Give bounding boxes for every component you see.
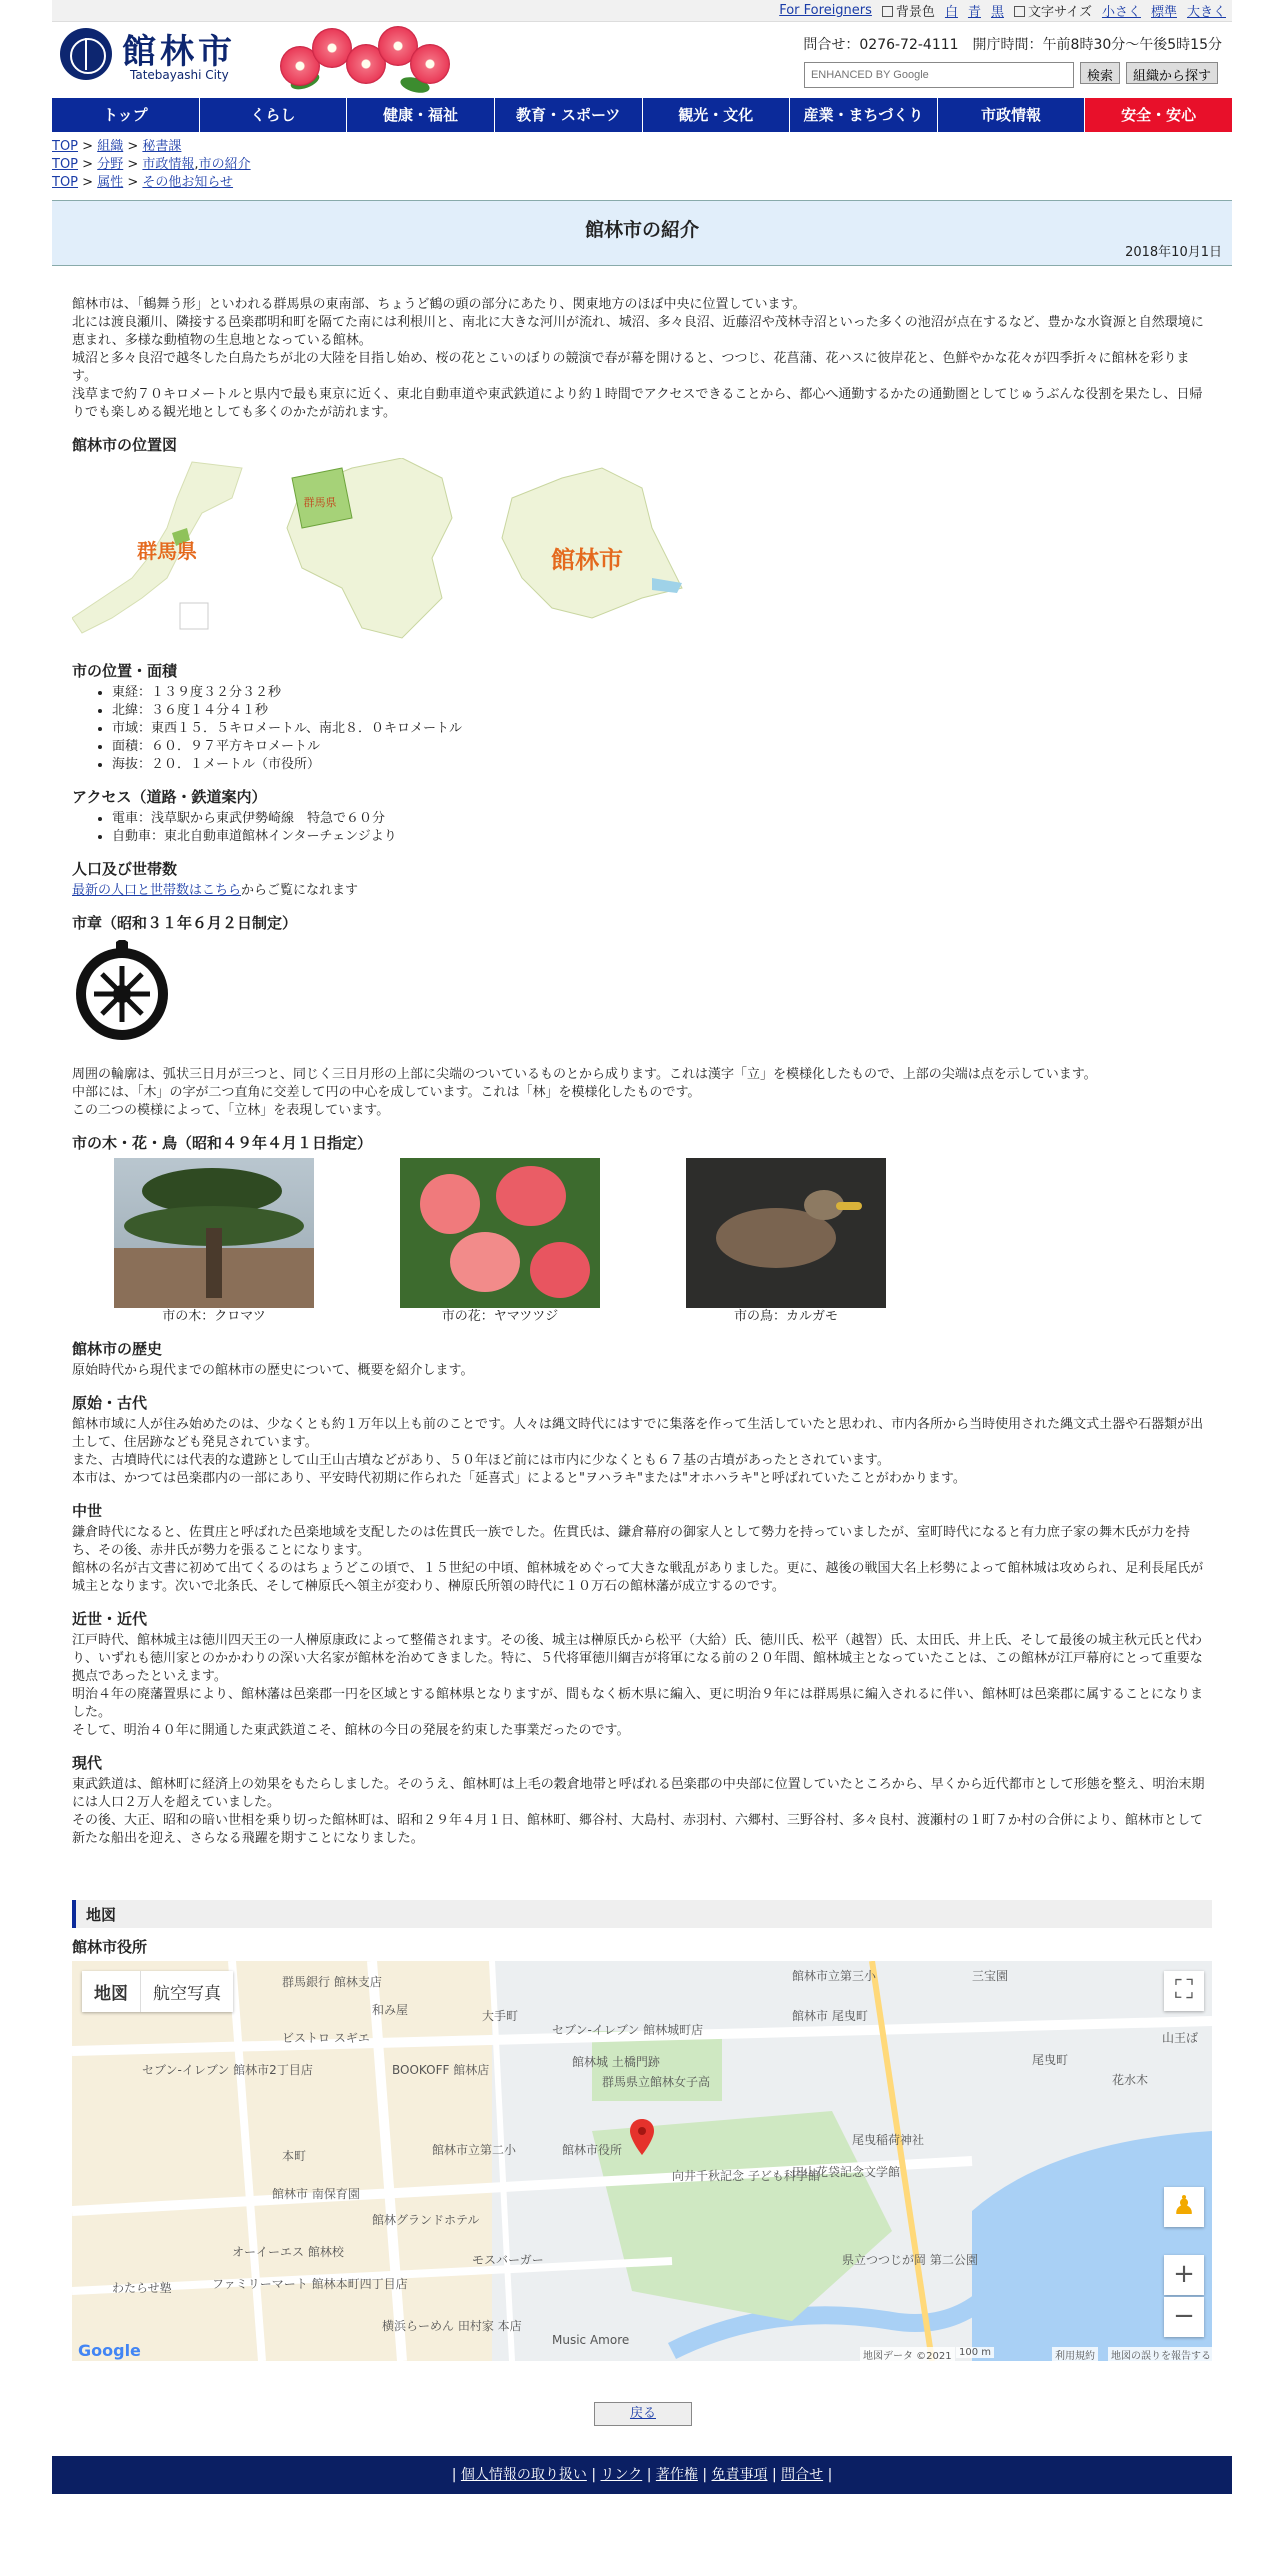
map-label: 横浜らーめん 田村家 本店 bbox=[382, 2319, 522, 2333]
nav-education-sports[interactable]: 教育・スポーツ bbox=[495, 98, 643, 132]
map-label: モスバーガー bbox=[472, 2253, 544, 2267]
map-label: 三宝園 bbox=[972, 1969, 1009, 1983]
history-paragraph: 東武鉄道は、館林町に経済上の効果をもたらしました。そのうえ、館林町は上毛の穀倉地帯と呼ばれる邑楽郡の中央部に位置していたところから、早くから近代都市として形態を整え、明治末期には人口２万人を超えていました。 bbox=[72, 1777, 1205, 1810]
global-nav bbox=[52, 98, 1232, 132]
breadcrumb-sep: > bbox=[82, 139, 94, 154]
access-list bbox=[112, 810, 1212, 846]
site-header bbox=[52, 22, 1232, 98]
breadcrumb-top-link[interactable]: TOP bbox=[52, 157, 79, 172]
breadcrumb-row bbox=[52, 156, 251, 174]
list-item: • 自動車：東北自動車道館林インターチェンジより bbox=[112, 828, 1212, 846]
map-label: 館林城 土橋門跡 bbox=[572, 2055, 660, 2069]
position-list bbox=[112, 684, 1212, 774]
nav-top[interactable]: トップ bbox=[52, 98, 200, 132]
symbol-caption: 市の鳥：カルガモ bbox=[733, 1309, 838, 1324]
breadcrumb-sep: > bbox=[127, 139, 139, 154]
history-intro: 原始時代から現代までの館林市の歴史について、概要を紹介します。 bbox=[72, 1363, 474, 1378]
breadcrumb-link[interactable]: 秘書課 bbox=[142, 139, 182, 154]
list-item: • 北緯：３６度１４分４１秒 bbox=[112, 702, 1212, 720]
history-section-title: 現代 bbox=[72, 1754, 103, 1772]
back-link[interactable]: 戻る bbox=[629, 2406, 656, 2421]
map-label: ビストロ スギエ bbox=[282, 2031, 370, 2045]
intro-paragraph: 館林市は、「鶴舞う形」といわれる群馬県の東南部、ちょうど鶴の頭の部分にあたり、関東地方のほぼ中央に位置しています。 bbox=[72, 297, 806, 312]
symbol-caption: 市の花：ヤマツツジ bbox=[441, 1309, 559, 1324]
footer-privacy-link[interactable]: 個人情報の取り扱い bbox=[460, 2467, 587, 2483]
publish-date: 2018年10月1日 bbox=[1125, 245, 1222, 260]
gunma-small-label: 群馬県 bbox=[303, 497, 337, 509]
google-logo: Google bbox=[78, 2341, 141, 2360]
map-label: Music Amore bbox=[552, 2333, 630, 2347]
emblem-text: この二つの模様によって、「立林」を表現しています。 bbox=[72, 1103, 390, 1118]
list-item: • 面積：６０．９７平方キロメートル bbox=[112, 738, 1212, 756]
population-link[interactable]: 最新の人口と世帯数はこちら bbox=[72, 883, 242, 898]
spot-billed-duck-photo bbox=[686, 1158, 886, 1308]
nav-industry[interactable]: 産業・まちづくり bbox=[790, 98, 938, 132]
bg-blue-link[interactable]: 青 bbox=[967, 5, 981, 20]
breadcrumb-sep: > bbox=[82, 175, 94, 190]
position-heading: 市の位置・面積 bbox=[72, 662, 178, 680]
map-type-tabs bbox=[82, 1971, 233, 2012]
footer-sep: | bbox=[827, 2467, 833, 2483]
footer-copyright-link[interactable]: 著作権 bbox=[655, 2467, 698, 2483]
history-paragraph: 館林の名が古文書に初めて出てくるのはちょうどこの頃で、１５世紀の中頃、館林城をめぐって大きな戦乱がありました。更に、越後の戦国大名上杉勢によって館林城は攻められ、足利長尾氏が城主となります。次いで北条氏、そして榊原氏へ領主が変わり、榊原氏所領の時代に１０万石の館林藩が成立するのです。 bbox=[72, 1561, 1204, 1594]
street-view-icon[interactable]: ♟ bbox=[1164, 2187, 1204, 2227]
population-heading: 人口及び世帯数 bbox=[72, 860, 178, 878]
history-paragraph: その後、大正、昭和の暗い世相を乗り切った館林町は、昭和２９年４月１日、館林町、郷谷村、大島村、赤羽村、六郷村、三野谷村、多々良村、渡瀬村の１町７か村の合併により、館林市として新たな船出を迎え、さらなる飛躍を期すことになりました。 bbox=[72, 1813, 1204, 1846]
population-text bbox=[72, 882, 1212, 900]
square-icon bbox=[882, 6, 893, 17]
footer bbox=[52, 2456, 1232, 2494]
nav-health-welfare[interactable]: 健康・福祉 bbox=[347, 98, 495, 132]
logo-title[interactable]: 館林市 bbox=[122, 32, 236, 72]
breadcrumb-link[interactable]: 分野 bbox=[97, 157, 124, 172]
access-heading: アクセス（道路・鉄道案内） bbox=[72, 788, 267, 806]
map-section bbox=[72, 1900, 1212, 2361]
map-label: 群馬県立館林女子高 bbox=[602, 2075, 711, 2089]
breadcrumb-row bbox=[52, 138, 251, 156]
population-after-text: からご覧になれます bbox=[241, 883, 359, 898]
breadcrumb-link[interactable]: 市政情報 bbox=[142, 157, 195, 172]
footer-sep: | bbox=[451, 2467, 457, 2483]
symbols-heading: 市の木・花・鳥（昭和４９年４月１日指定） bbox=[72, 1134, 373, 1152]
map-label: セブン-イレブン 館林城町店 bbox=[552, 2023, 704, 2037]
map-label: 館林市 尾曳町 bbox=[792, 2009, 868, 2023]
main-content bbox=[72, 296, 1212, 1848]
map-report-link[interactable]: 地図の誤りを報告する bbox=[1108, 2347, 1212, 2361]
breadcrumb-sep: > bbox=[127, 175, 139, 190]
map-label: オーイーエス 館林校 bbox=[232, 2245, 344, 2259]
page-title-box bbox=[52, 200, 1232, 266]
map-label: BOOKOFF 館林店 bbox=[392, 2063, 490, 2077]
history-paragraph: 明治４年の廃藩置県により、館林藩は邑楽郡一円を区域とする館林県となりますが、間もなく栃木県に編入、更に明治９年には群馬県に編入されるに伴い、館林町は邑楽郡に属することになりました。 bbox=[72, 1687, 1204, 1720]
google-map[interactable] bbox=[72, 1961, 1212, 2361]
city-symbols bbox=[114, 1158, 1212, 1326]
history-section-title: 近世・近代 bbox=[72, 1610, 148, 1628]
city-emblem-icon[interactable] bbox=[60, 28, 112, 80]
symbol-item bbox=[114, 1158, 314, 1326]
logo-subtitle: Tatebayashi City bbox=[130, 68, 229, 82]
org-search-button[interactable]: 組織から探す bbox=[1126, 62, 1218, 84]
zoom-in-button[interactable]: + bbox=[1164, 2255, 1204, 2295]
footer-links-link[interactable]: リンク bbox=[600, 2467, 643, 2483]
map-terms-link[interactable]: 利用規約 bbox=[1052, 2347, 1098, 2361]
tab-map[interactable]: 地図 bbox=[82, 1971, 141, 2012]
search-button[interactable]: 検索 bbox=[1080, 62, 1120, 84]
history-paragraph: 本市は、かつては邑楽郡内の一部にあり、平安時代初期に作られた「延喜式」によると"ヲハラキ"または"オホハラキ"と呼ばれていたことがわかります。 bbox=[72, 1471, 966, 1486]
footer-sep: | bbox=[646, 2467, 652, 2483]
list-item: • 海抜：２０．１メートル（市役所） bbox=[112, 756, 1212, 774]
bg-white-link[interactable]: 白 bbox=[944, 5, 958, 20]
nav-tourism-culture[interactable]: 観光・文化 bbox=[643, 98, 791, 132]
history-section-title: 中世 bbox=[72, 1502, 103, 1520]
gunma-map-icon bbox=[282, 458, 472, 648]
emblem-text: 中部には、「木」の字が二つ直角に交差して円の中心を成しています。これは「林」を模様化したものです。 bbox=[72, 1085, 701, 1100]
list-item: • 市域：東西１５．５キロメートル、南北８．０キロメートル bbox=[112, 720, 1212, 738]
breadcrumb-link[interactable]: その他お知らせ bbox=[142, 175, 234, 190]
history-heading: 館林市の歴史 bbox=[72, 1340, 163, 1358]
map-label: 向井千秋記念 子ども科学館 bbox=[672, 2169, 820, 2183]
for-foreigners-link[interactable]: For Foreigners bbox=[779, 3, 872, 18]
contact-info: 問合せ：0276-72-4111 開庁時間：午前8時30分～午後5時15分 bbox=[803, 37, 1222, 53]
breadcrumb bbox=[52, 138, 251, 192]
breadcrumb-comma: , bbox=[194, 157, 199, 172]
pine-tree-photo bbox=[114, 1158, 314, 1308]
map-label: 花水木 bbox=[1112, 2073, 1149, 2087]
list-item: • 東経：１３９度３２分３２秒 bbox=[112, 684, 1212, 702]
map-label: 尾曳町 bbox=[1032, 2053, 1069, 2067]
city-emblem-icon bbox=[72, 940, 172, 1044]
intro-paragraph: 城沼と多々良沼で越冬した白鳥たちが北の大陸を目指し始め、桜の花とこいのぼりの競演で春が幕を開けると、つつじ、花菖蒲、花ハスに彼岸花と、色鮮やかな花々が四季折々に館林を彩ります。 bbox=[72, 351, 1190, 384]
nav-living[interactable]: くらし bbox=[200, 98, 348, 132]
footer-contact-link[interactable]: 問合せ bbox=[781, 2467, 824, 2483]
map-marker-label: 館林市役所 bbox=[562, 2143, 623, 2157]
font-size-icon bbox=[1014, 6, 1025, 17]
map-label: 群馬銀行 館林支店 bbox=[282, 1975, 382, 1989]
history-paragraph: また、古墳時代には代表的な遺跡として山王山古墳などがあり、５０年ほど前には市内に少なくとも６７基の古墳があったとされています。 bbox=[72, 1453, 890, 1468]
map-label: ファミリーマート 館林本町四丁目店 bbox=[212, 2277, 408, 2291]
history-paragraph: そして、明治４０年に開通した東武鉄道こそ、館林の今日の発展を約束した事業だったのです。 bbox=[72, 1723, 630, 1738]
map-label: 館林グランドホテル bbox=[372, 2213, 480, 2227]
back-button[interactable] bbox=[594, 2402, 692, 2426]
page-title: 館林市の紹介 bbox=[584, 219, 699, 241]
map-attribution: 地図データ ©2021 bbox=[860, 2347, 955, 2361]
map-label: 館林市立第二小 bbox=[432, 2143, 517, 2157]
tatebayashi-label: 館林市 bbox=[551, 547, 623, 574]
history-paragraph: 館林市域に人が住み始めたのは、少なくとも約１万年以上も前のことです。人々は縄文時代にはすでに集落を作って生活していたと思われ、市内各所から当時使用された縄文式土器や石器類が出土して、住居跡なども発見されています。 bbox=[72, 1417, 1204, 1450]
search-input[interactable] bbox=[804, 62, 1074, 88]
map-label: 田山花袋記念文学館 bbox=[792, 2165, 901, 2179]
map-label: 山王ば bbox=[1162, 2031, 1199, 2045]
search-bar bbox=[804, 62, 1218, 88]
map-label: セブン-イレブン 館林市2丁目店 bbox=[142, 2063, 313, 2077]
map-label: 館林市 南保育園 bbox=[272, 2187, 360, 2201]
breadcrumb-link[interactable]: 組織 bbox=[97, 139, 124, 154]
font-size-label bbox=[1014, 1, 1092, 20]
map-label: 和み屋 bbox=[372, 2003, 409, 2017]
background-color-label bbox=[882, 1, 935, 20]
nav-safety[interactable]: 安全・安心 bbox=[1085, 98, 1232, 132]
history-paragraph: 鎌倉時代になると、佐貫庄と呼ばれた邑楽地域を支配したのは佐貫氏一族でした。佐貫氏は、鎌倉幕府の御家人として勢力を持っていましたが、室町時代になると有力庶子家の舞木氏が力を持ち、その後、赤井氏が勢力を張ることになります。 bbox=[72, 1525, 1191, 1558]
azalea-flowers-icon bbox=[280, 24, 460, 96]
tatebayashi-map-icon bbox=[492, 458, 692, 648]
tab-aerial[interactable]: 航空写真 bbox=[153, 1984, 221, 2004]
breadcrumb-sep: > bbox=[82, 157, 94, 172]
intro-paragraph: 北には渡良瀬川、隣接する邑楽郡明和町を隔てた南には利根川と、南北に大きな河川が流れ、城沼、多々良沼、近藤沼や茂林寺沼といった多くの池沼が点在するなど、豊かな水資源と自然環境に恵まれ、多様な動植物の生息地となっている館林。 bbox=[72, 315, 1204, 348]
map-label: 本町 bbox=[282, 2149, 307, 2163]
breadcrumb-link[interactable]: 属性 bbox=[97, 175, 124, 190]
list-item: • 電車：浅草駅から東武伊勢崎線 特急で６０分 bbox=[112, 810, 1212, 828]
symbol-item bbox=[400, 1158, 600, 1326]
map-label: わたらせ塾 bbox=[112, 2281, 172, 2295]
breadcrumb-sep: > bbox=[127, 157, 139, 172]
map-heading: 地図 bbox=[72, 1900, 1212, 1928]
fullscreen-icon[interactable]: ⛶ bbox=[1164, 1971, 1204, 2011]
azalea-photo bbox=[400, 1158, 600, 1308]
bg-label-text: 背景色 bbox=[895, 5, 935, 20]
footer-disclaimer-link[interactable]: 免責事項 bbox=[711, 2467, 768, 2483]
breadcrumb-top-link[interactable]: TOP bbox=[52, 175, 79, 190]
footer-sep: | bbox=[591, 2467, 597, 2483]
map-label: 県立つつじが岡 第二公園 bbox=[842, 2253, 978, 2267]
font-small-link[interactable]: 小さく bbox=[1101, 5, 1141, 20]
fs-label-text: 文字サイズ bbox=[1027, 5, 1092, 20]
emblem-heading: 市章（昭和３１年６月２日制定） bbox=[72, 914, 298, 932]
intro-paragraph: 浅草まで約７０キロメートルと県内で最も東京に近く、東北自動車道や東武鉄道により約１時間でアクセスできることから、都心へ通勤するかたの通勤圏としてじゅうぶんな役割を果たし、日帰りでも楽しめる観光地としても多くのかたが訪れます。 bbox=[72, 387, 1203, 420]
breadcrumb-top-link[interactable]: TOP bbox=[52, 139, 79, 154]
font-large-link[interactable]: 大きく bbox=[1186, 5, 1226, 20]
font-standard-link[interactable]: 標準 bbox=[1150, 5, 1177, 20]
symbol-caption: 市の木：クロマツ bbox=[162, 1309, 266, 1324]
map-label: 大手町 bbox=[482, 2009, 519, 2023]
symbol-item bbox=[686, 1158, 886, 1326]
map-label: 尾曳稲荷神社 bbox=[852, 2133, 925, 2147]
map-pin-icon[interactable] bbox=[630, 2119, 654, 2155]
utility-bar bbox=[52, 0, 1232, 22]
footer-sep: | bbox=[702, 2467, 708, 2483]
breadcrumb-row bbox=[52, 174, 251, 192]
history-paragraph: 江戸時代、館林城主は徳川四天王の一人榊原康政によって整備されます。その後、城主は榊原氏から松平（大給）氏、徳川氏、松平（越智）氏、太田氏、井上氏、そして最後の城主秋元氏と代わり、いずれも徳川家とのかかわりの深い大名家が館林を治めてきました。特に、５代将軍徳川綱吉が将軍になる前の２０年間、館林城主となっていたことは、この館林が江戸幕府にとって重要な拠点であったといえます。 bbox=[72, 1633, 1203, 1684]
map-label: 館林市立第三小 bbox=[792, 1969, 877, 1983]
location-map-figure bbox=[72, 458, 1212, 648]
history-section-title: 原始・古代 bbox=[72, 1394, 148, 1412]
emblem-text: 周囲の輪廓は、弧状三日月が三つと、同じく三日月形の上部に尖端のついているものとから成ります。これは漢字「立」を模様化したもので、上部の尖端は点を示しています。 bbox=[72, 1067, 1097, 1082]
nav-city-info[interactable]: 市政情報 bbox=[938, 98, 1086, 132]
map-scale: 100 m bbox=[956, 2347, 994, 2358]
bg-black-link[interactable]: 黒 bbox=[990, 5, 1004, 20]
japan-map-icon bbox=[72, 458, 252, 648]
map-subheading: 館林市役所 bbox=[72, 1938, 148, 1956]
gunma-label: 群馬県 bbox=[137, 541, 197, 563]
breadcrumb-link[interactable]: 市の紹介 bbox=[198, 157, 251, 172]
zoom-out-button[interactable]: − bbox=[1164, 2297, 1204, 2337]
location-map-heading: 館林市の位置図 bbox=[72, 436, 178, 454]
footer-sep: | bbox=[771, 2467, 777, 2483]
